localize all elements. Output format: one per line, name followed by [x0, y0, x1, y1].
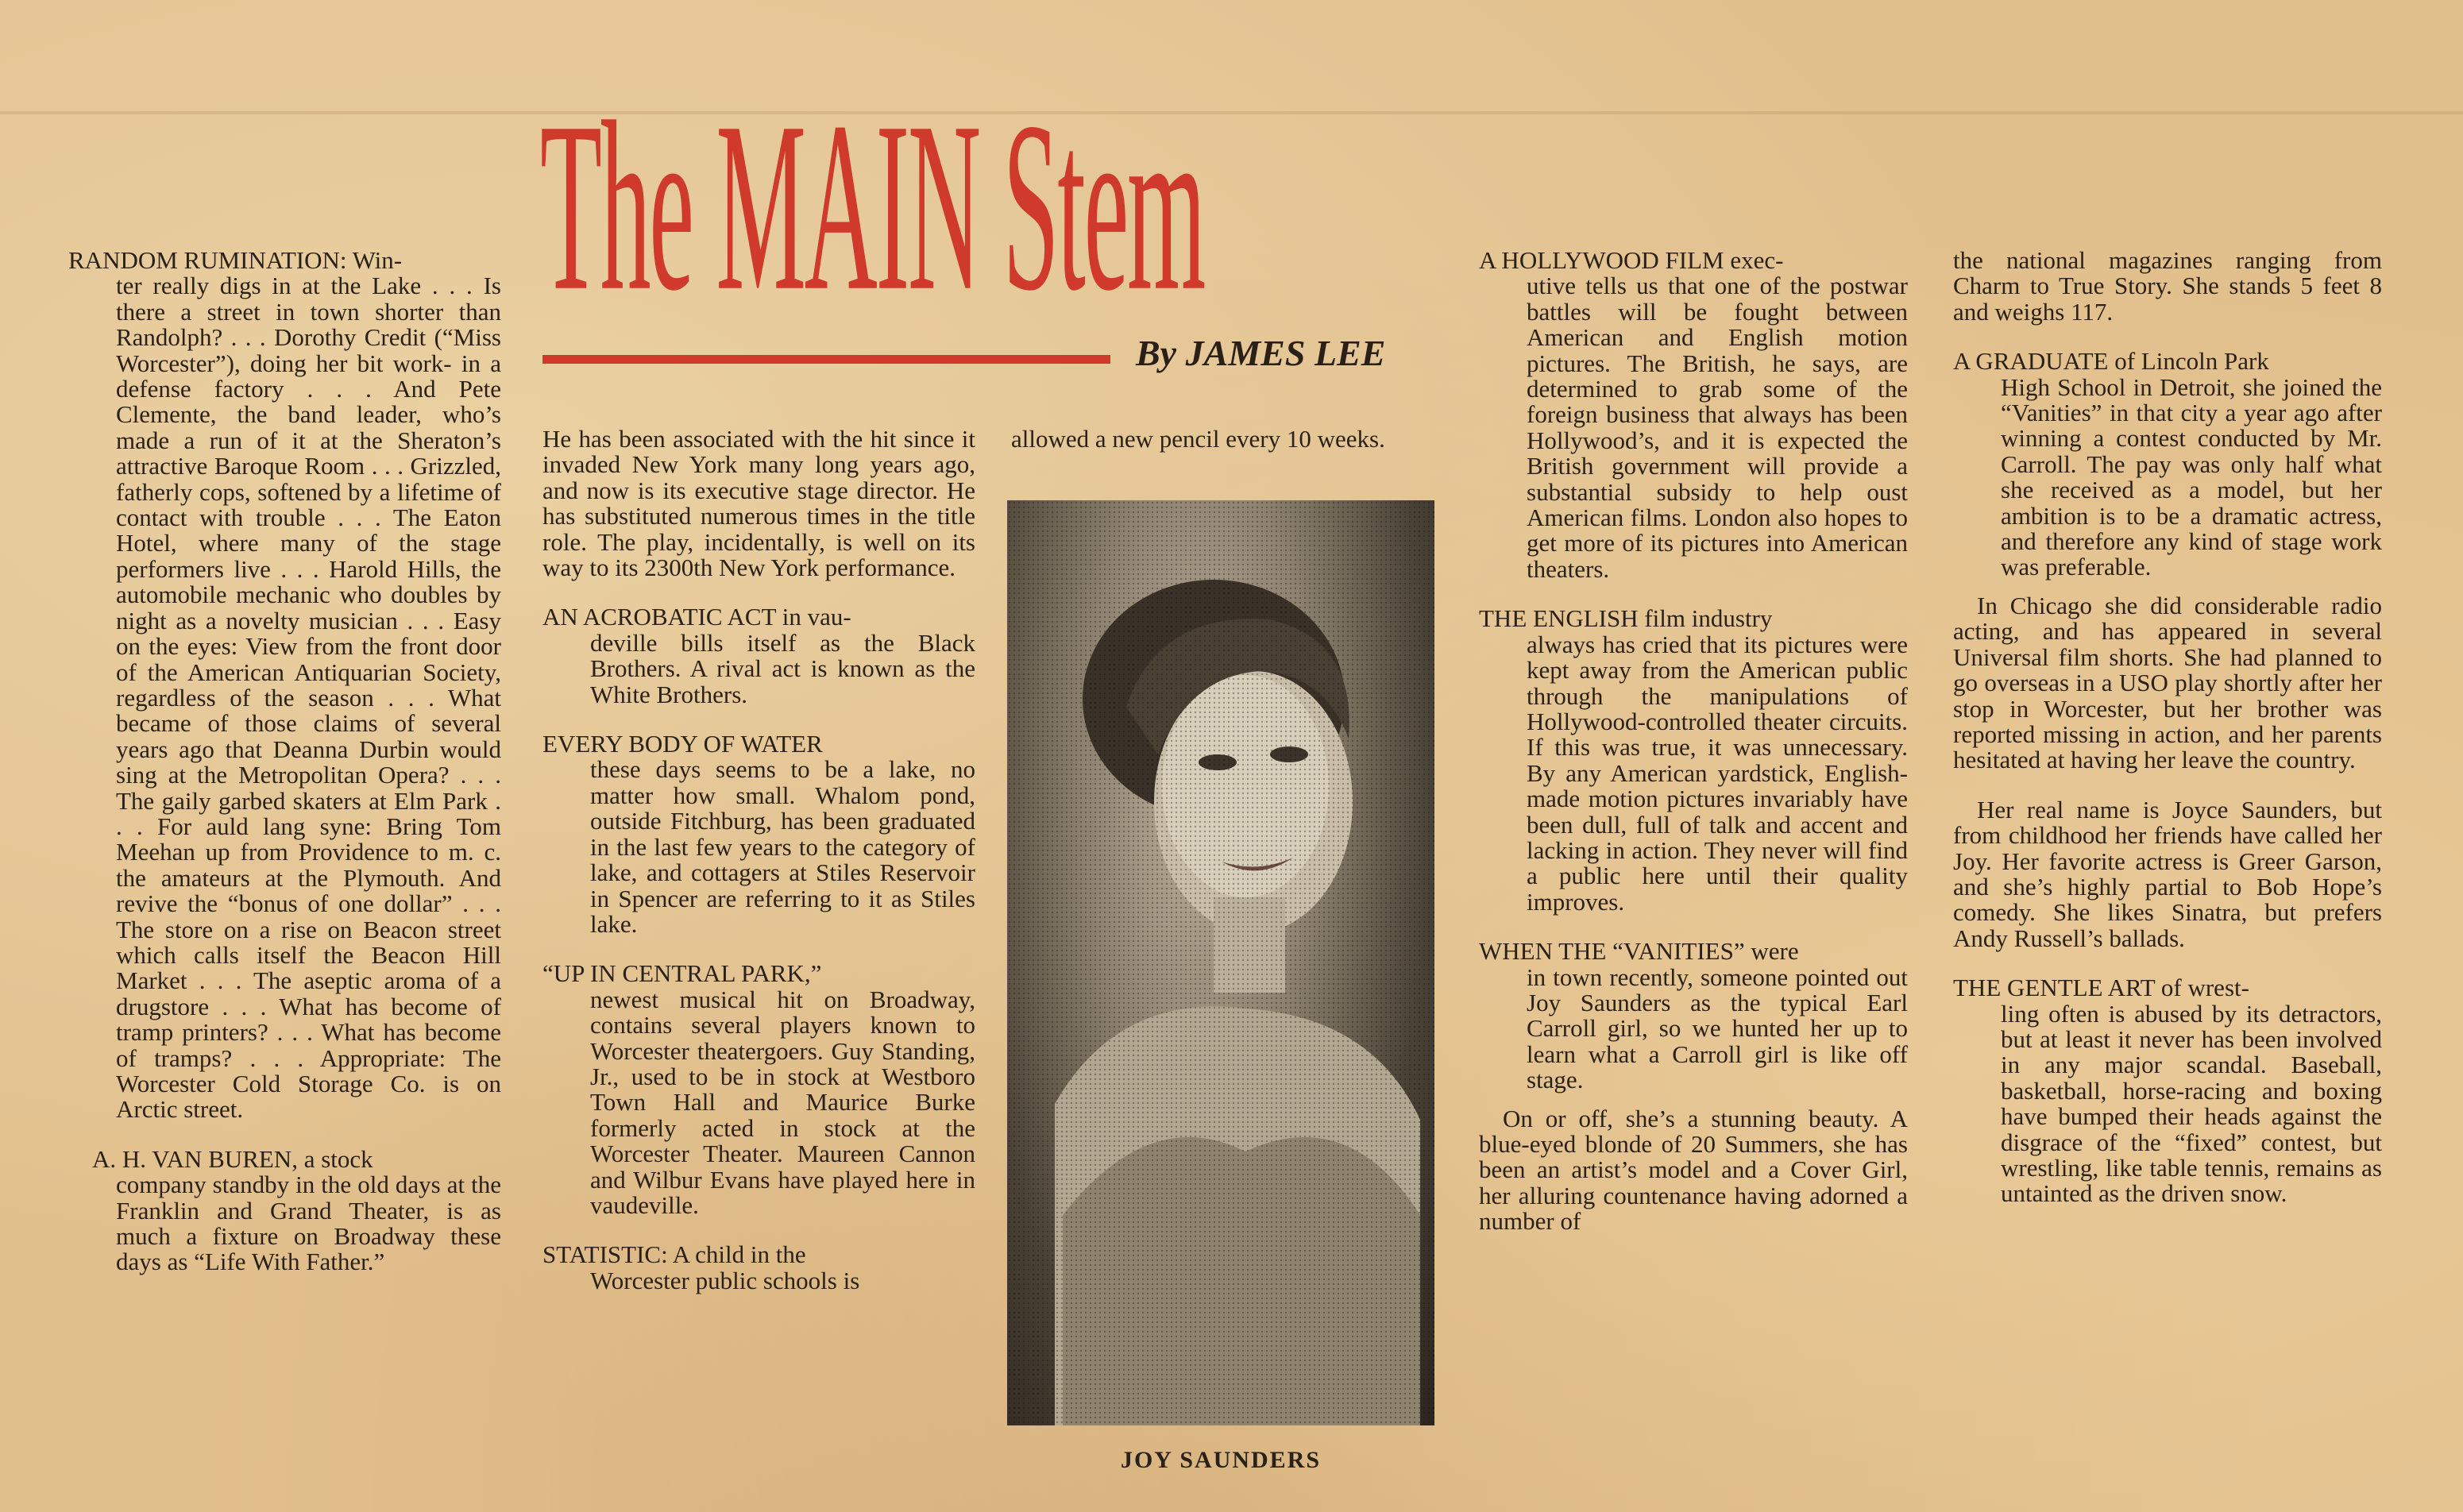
col2-item2-lead: AN ACROBATIC ACT in vau-	[542, 603, 851, 631]
photo-caption: JOY SAUNDERS	[1120, 1447, 1322, 1473]
col2-item4-text: newest musical hit on Broadway, contains several players known to Worcester theatergoers. Guy Standing, Jr., used to be in stock at Westboro Town Hall and Maurice Burke formerly acted in stock at the Worcester Theater. Maureen Cannon and Wilbur Evans have played here in vaudeville.	[590, 985, 975, 1219]
col5-item2-text: High School in Detroit, she joined the “Vanities” in that city a year ago after winning a contest conducted by Mr. Carroll. The pay was only half what she received as a model, but her ambition is to be a dramatic actress, and therefore any kind of stage work was preferable.	[2001, 372, 2382, 581]
col2-item2-text: deville bills itself as the Black Brothers. A rival act is known as the White Brothers.	[590, 628, 975, 708]
portrait-illustration	[1007, 500, 1434, 1425]
spacer	[542, 580, 975, 604]
col2-item5-text: Worcester public schools is	[590, 1266, 860, 1294]
col4-para4: On or off, she’s a stunning beauty. A blue-eyed blonde of 20 Summers, she has been an artist’s model and a Cover Girl, her alluring countenance having adorned a number of	[1479, 1104, 1908, 1236]
headline: The MAIN Stem	[540, 71, 1205, 342]
col2-item3-text: these days seems to be a lake, no matter how small. Whalom pond, outside Fitchburg, has been graduated in the last few years to the category of lake, and cottagers at Stiles Reservoir in Spencer are referring to it as Stiles lake.	[590, 755, 975, 938]
column-5	[1953, 248, 2382, 1207]
spacer	[1479, 915, 1908, 939]
spacer	[1479, 582, 1908, 606]
col4-item3-lead: WHEN THE “VANITIES” were	[1479, 937, 1799, 966]
spacer	[1953, 773, 2382, 797]
spacer	[1953, 325, 2382, 349]
spacer	[542, 708, 975, 731]
col1-item2-text: company standby in the old days at the Franklin and Grand Theater, is as much a fixture on Broadway these days as “Life With Father.”	[116, 1171, 501, 1276]
col3-para: allowed a new pencil every 10 weeks.	[1011, 425, 1385, 453]
col2-para: He has been associated with the hit since it invaded New York many long years ago, and now is its executive stage director. He has substituted numerous times in the title role. The play, incidentally, is well on its way to its 2300th New York performance.	[542, 425, 975, 582]
col4-item3-text: in town recently, someone pointed out Joy Saunders as the typical Earl Carroll girl, so we hunted her up to learn what a Carroll girl is like off stage.	[1527, 962, 1908, 1094]
col1-item-lead: RANDOM RUMINATION: Win-	[68, 246, 403, 274]
col4-item1-lead: A HOLLYWOOD FILM exec-	[1479, 246, 1784, 274]
col2-item4-lead: “UP IN CENTRAL PARK,”	[542, 959, 822, 988]
col5-item2-lead: A GRADUATE of Lincoln Park	[1953, 347, 2269, 376]
paper-fold	[0, 111, 2463, 114]
col4-item1-text: utive tells us that one of the postwar battles will be fought between American and English motion pictures. The British, he says, are determined to grab some of the foreign business that always has been Hollywood’s, and it is expected the British government will provide a substantial subsidy to help oust American films. London also hopes to get more of its pictures into American theaters.	[1527, 272, 1908, 583]
col4-item2-text: always has cried that its pictures were kept away from the American public through the manipulations of Hollywood-controlled theater circuits. If this was true, it was unnecessary. By any American yardstick, English-made motion pictures invariably have been dull, full of talk and accent and lacking in action. They never will find a public here until their quality improves.	[1527, 630, 1908, 916]
column-1	[68, 248, 501, 1275]
portrait-photo	[1007, 500, 1434, 1425]
spacer	[542, 1218, 975, 1242]
col4-item2-lead: THE ENGLISH film industry	[1479, 604, 1773, 633]
column-3	[1011, 426, 1440, 452]
col5-para1: the national magazines ranging from Charm to True Story. She stands 5 feet 8 and weighs 117.	[1953, 246, 2382, 326]
col1-item2-lead: A. H. VAN BUREN, a stock	[92, 1144, 373, 1173]
spacer	[542, 937, 975, 961]
col5-para4: Her real name is Joyce Saunders, but from childhood her friends have called her Joy. Her favorite actress is Greer Garson, and she’s highly partial to Bob Hope’s comedy. She likes Sinatra, but prefers Andy Russell’s ballads.	[1953, 795, 2382, 952]
column-4	[1479, 248, 1908, 1235]
spacer	[68, 1123, 501, 1147]
col5-item5-lead: THE GENTLE ART of wrest-	[1953, 974, 2249, 1002]
headline-rule	[542, 355, 1110, 364]
col5-item5-text: ling often is abused by its detractors, but at least it never has been involved in any major scandal. Baseball, basketball, horse-racing and boxing have bumped their heads against the disgrace of the “fixed” contest, but wrestling, like table tennis, remains as untainted as the driven snow.	[2001, 999, 2382, 1208]
col2-item3-lead: EVERY BODY OF WATER	[542, 730, 823, 758]
column-2	[542, 426, 975, 1294]
col2-item5-lead: STATISTIC: A child in the	[542, 1240, 806, 1269]
col1-item-text: ter really digs in at the Lake . . . Is there a street in town shorter than Randolph? . . . Dorothy Credit (“Miss Worcester”), doing her bit work- in a defense factory . . . And Pete Clemente, the band leader, who’s made a run of it at the Sheraton’s attractive Baroque Room . . . Grizzled, fatherly cops, softened by a lifetime of contact with trouble . . . The Eaton Hotel, where many of the stage performers live . . . Harold Hills, the automobile mechanic who doubles by night as a novelty musician . . . Easy on the eyes: View from the front door of the American Antiquarian Society, regardless of the season . . . What became of those claims of several years ago that Deanna Durbin would sing at the Metropolitan Opera? . . . The gaily garbed skaters at Elm Park . . . For auld lang syne: Bring Tom Meehan up from Providence to m. c. the amateurs at the Plymouth. And revive the “bonus of one dollar” . . . The store on a rise on Beacon street which calls itself the Beacon Hill Market . . . The aseptic aroma of a drugstore . . . What has become of tramp printers? . . . What has become of tramps? . . . Appropriate: The Worcester Cold Storage Co. is on Arctic street.	[116, 272, 501, 1124]
byline: By JAMES LEE	[1136, 333, 1386, 373]
spacer	[1953, 951, 2382, 975]
col5-para3: In Chicago she did considerable radio acting, and has appeared in several Universal film shorts. She had planned to go overseas in a USO play shortly after her stop in Worcester, but her brother was reported missing in action, and her parents hesitated at having her leave the country.	[1953, 591, 2382, 774]
